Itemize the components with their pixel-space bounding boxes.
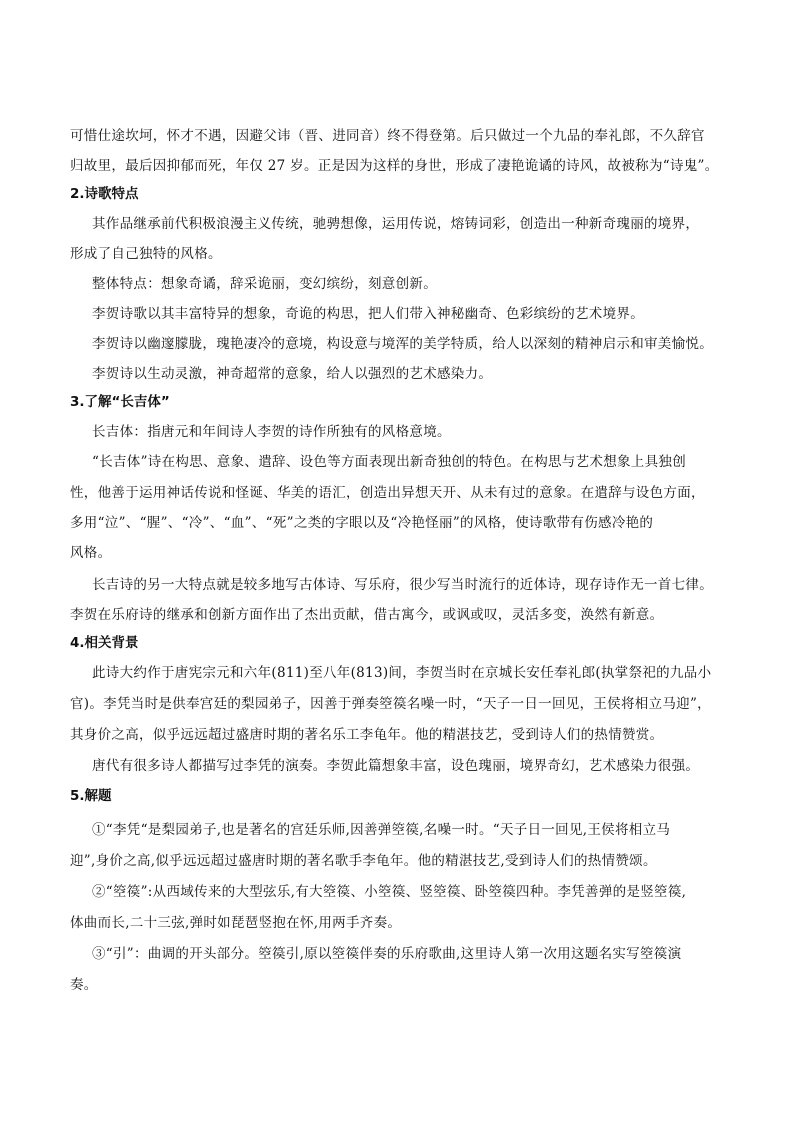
paragraph-line: 官)。李凭当时是供奉宫廷的梨园弟子，因善于弹奏箜篌名噪一时，“天子一日一回见，王侯将相立马迎”， xyxy=(70,696,711,712)
paragraph-line: 整体特点：想象奇谲，辞采诡丽，变幻缤纷，刻意创新。 xyxy=(92,276,437,292)
paragraph-line: 性，他善于运用神话传说和怪诞、华美的语汇，创造出异想天开、从未有过的意象。在遣辞与设色方面， xyxy=(70,485,705,501)
paragraph-line: 长吉体：指唐元和年间诗人李贺的诗作所独有的风格意境。 xyxy=(92,424,451,440)
intro-line-2: 归故里，最后因抑郁而死，年仅 27 岁。正是因为这样的身世，形成了凄艳诡谲的诗风，故被称为“诗鬼”。 xyxy=(70,158,719,174)
paragraph-line: 多用“泣”、“腥”、“冷”、“血”、“死”之类的字眼以及“冷艳怪丽”的风格，使诗歌带有伤感冷艳的 xyxy=(70,515,654,531)
section-heading-changji-style: 3.了解“长吉体” xyxy=(70,394,170,410)
section-heading-title-explanation: 5.解题 xyxy=(70,788,112,804)
paragraph-line: “长吉体”诗在构思、意象、遣辞、设色等方面表现出新奇独创的特色。在构思与艺术想象上具独创 xyxy=(92,454,687,470)
paragraph-line: ③“引”：曲调的开头部分。箜篌引,原以箜篌伴奏的乐府歌曲,这里诗人第一次用这题名实写箜篌演 xyxy=(92,946,682,962)
paragraph-line: 李贺诗以生动灵激，神奇超常的意象，给人以强烈的艺术感染力。 xyxy=(92,366,493,382)
paragraph-line: 迎”,身价之高,似乎远远超过盛唐时期的著名歌手李龟年。他的精湛技艺,受到诗人们的热情赞颂。 xyxy=(70,853,657,869)
paragraph-line: 长吉诗的另一大特点就是较多地写古体诗、写乐府，很少写当时流行的近体诗，现存诗作无一首七律。 xyxy=(92,577,713,593)
paragraph-line: 李贺在乐府诗的继承和创新方面作出了杰出贡献，借古寓今，或讽或叹，灵活多变，涣然有新意。 xyxy=(70,607,664,623)
paragraph-line: 风格。 xyxy=(70,545,112,561)
paragraph-line: 奏。 xyxy=(70,977,98,993)
paragraph-line: 体曲而长,二十三弦,弹时如琵琶竖抱在怀,用两手齐奏。 xyxy=(70,915,402,931)
section-heading-background: 4.相关背景 xyxy=(70,635,139,651)
paragraph-line: ②“箜篌”:从西域传来的大型弦乐,有大箜篌、小箜篌、竖箜篌、卧箜篌四种。李凭善弹的是竖箜篌, xyxy=(92,884,687,900)
paragraph-line: 其作品继承前代积极浪漫主义传统，驰骋想像，运用传说，熔铸词彩，创造出一种新奇瑰丽的境界， xyxy=(92,216,700,232)
paragraph-line: 形成了自己独特的风格。 xyxy=(70,246,222,262)
paragraph-line: 李贺诗歌以其丰富特异的想象，奇诡的构思，把人们带入神秘幽奇、色彩缤纷的艺术境界。 xyxy=(92,306,644,322)
paragraph-line: ①“李凭“是梨园弟子,也是著名的宫廷乐师,因善弹箜篌,名噪一时。“天子日一回见,王侯将相立马 xyxy=(92,822,671,838)
section-heading-poetry-features: 2.诗歌特点 xyxy=(70,186,139,202)
intro-line-1: 可惜仕途坎坷，怀才不遇，因避父讳（晋、进同音）终不得登第。后只做过一个九品的奉礼郎，不久辞官 xyxy=(70,128,705,144)
paragraph-line: 此诗大约作于唐宪宗元和六年(811)至八年(813)间，李贺当时在京城长安任奉礼郎(执掌祭祀的九品小 xyxy=(92,665,712,681)
paragraph-line: 李贺诗以幽邃朦胧，瑰艳凄冷的意境，构设意与境浑的美学特质，给人以深刻的精神启示和审美愉悦。 xyxy=(92,336,713,352)
paragraph-line: 唐代有很多诗人都描写过李凭的演奏。李贺此篇想象丰富，设色瑰丽，境界奇幻，艺术感染力很强。 xyxy=(92,758,700,774)
paragraph-line: 其身价之高，似乎远远超过盛唐时期的著名乐工李龟年。他的精湛技艺，受到诗人们的热情赞赏。 xyxy=(70,727,664,743)
